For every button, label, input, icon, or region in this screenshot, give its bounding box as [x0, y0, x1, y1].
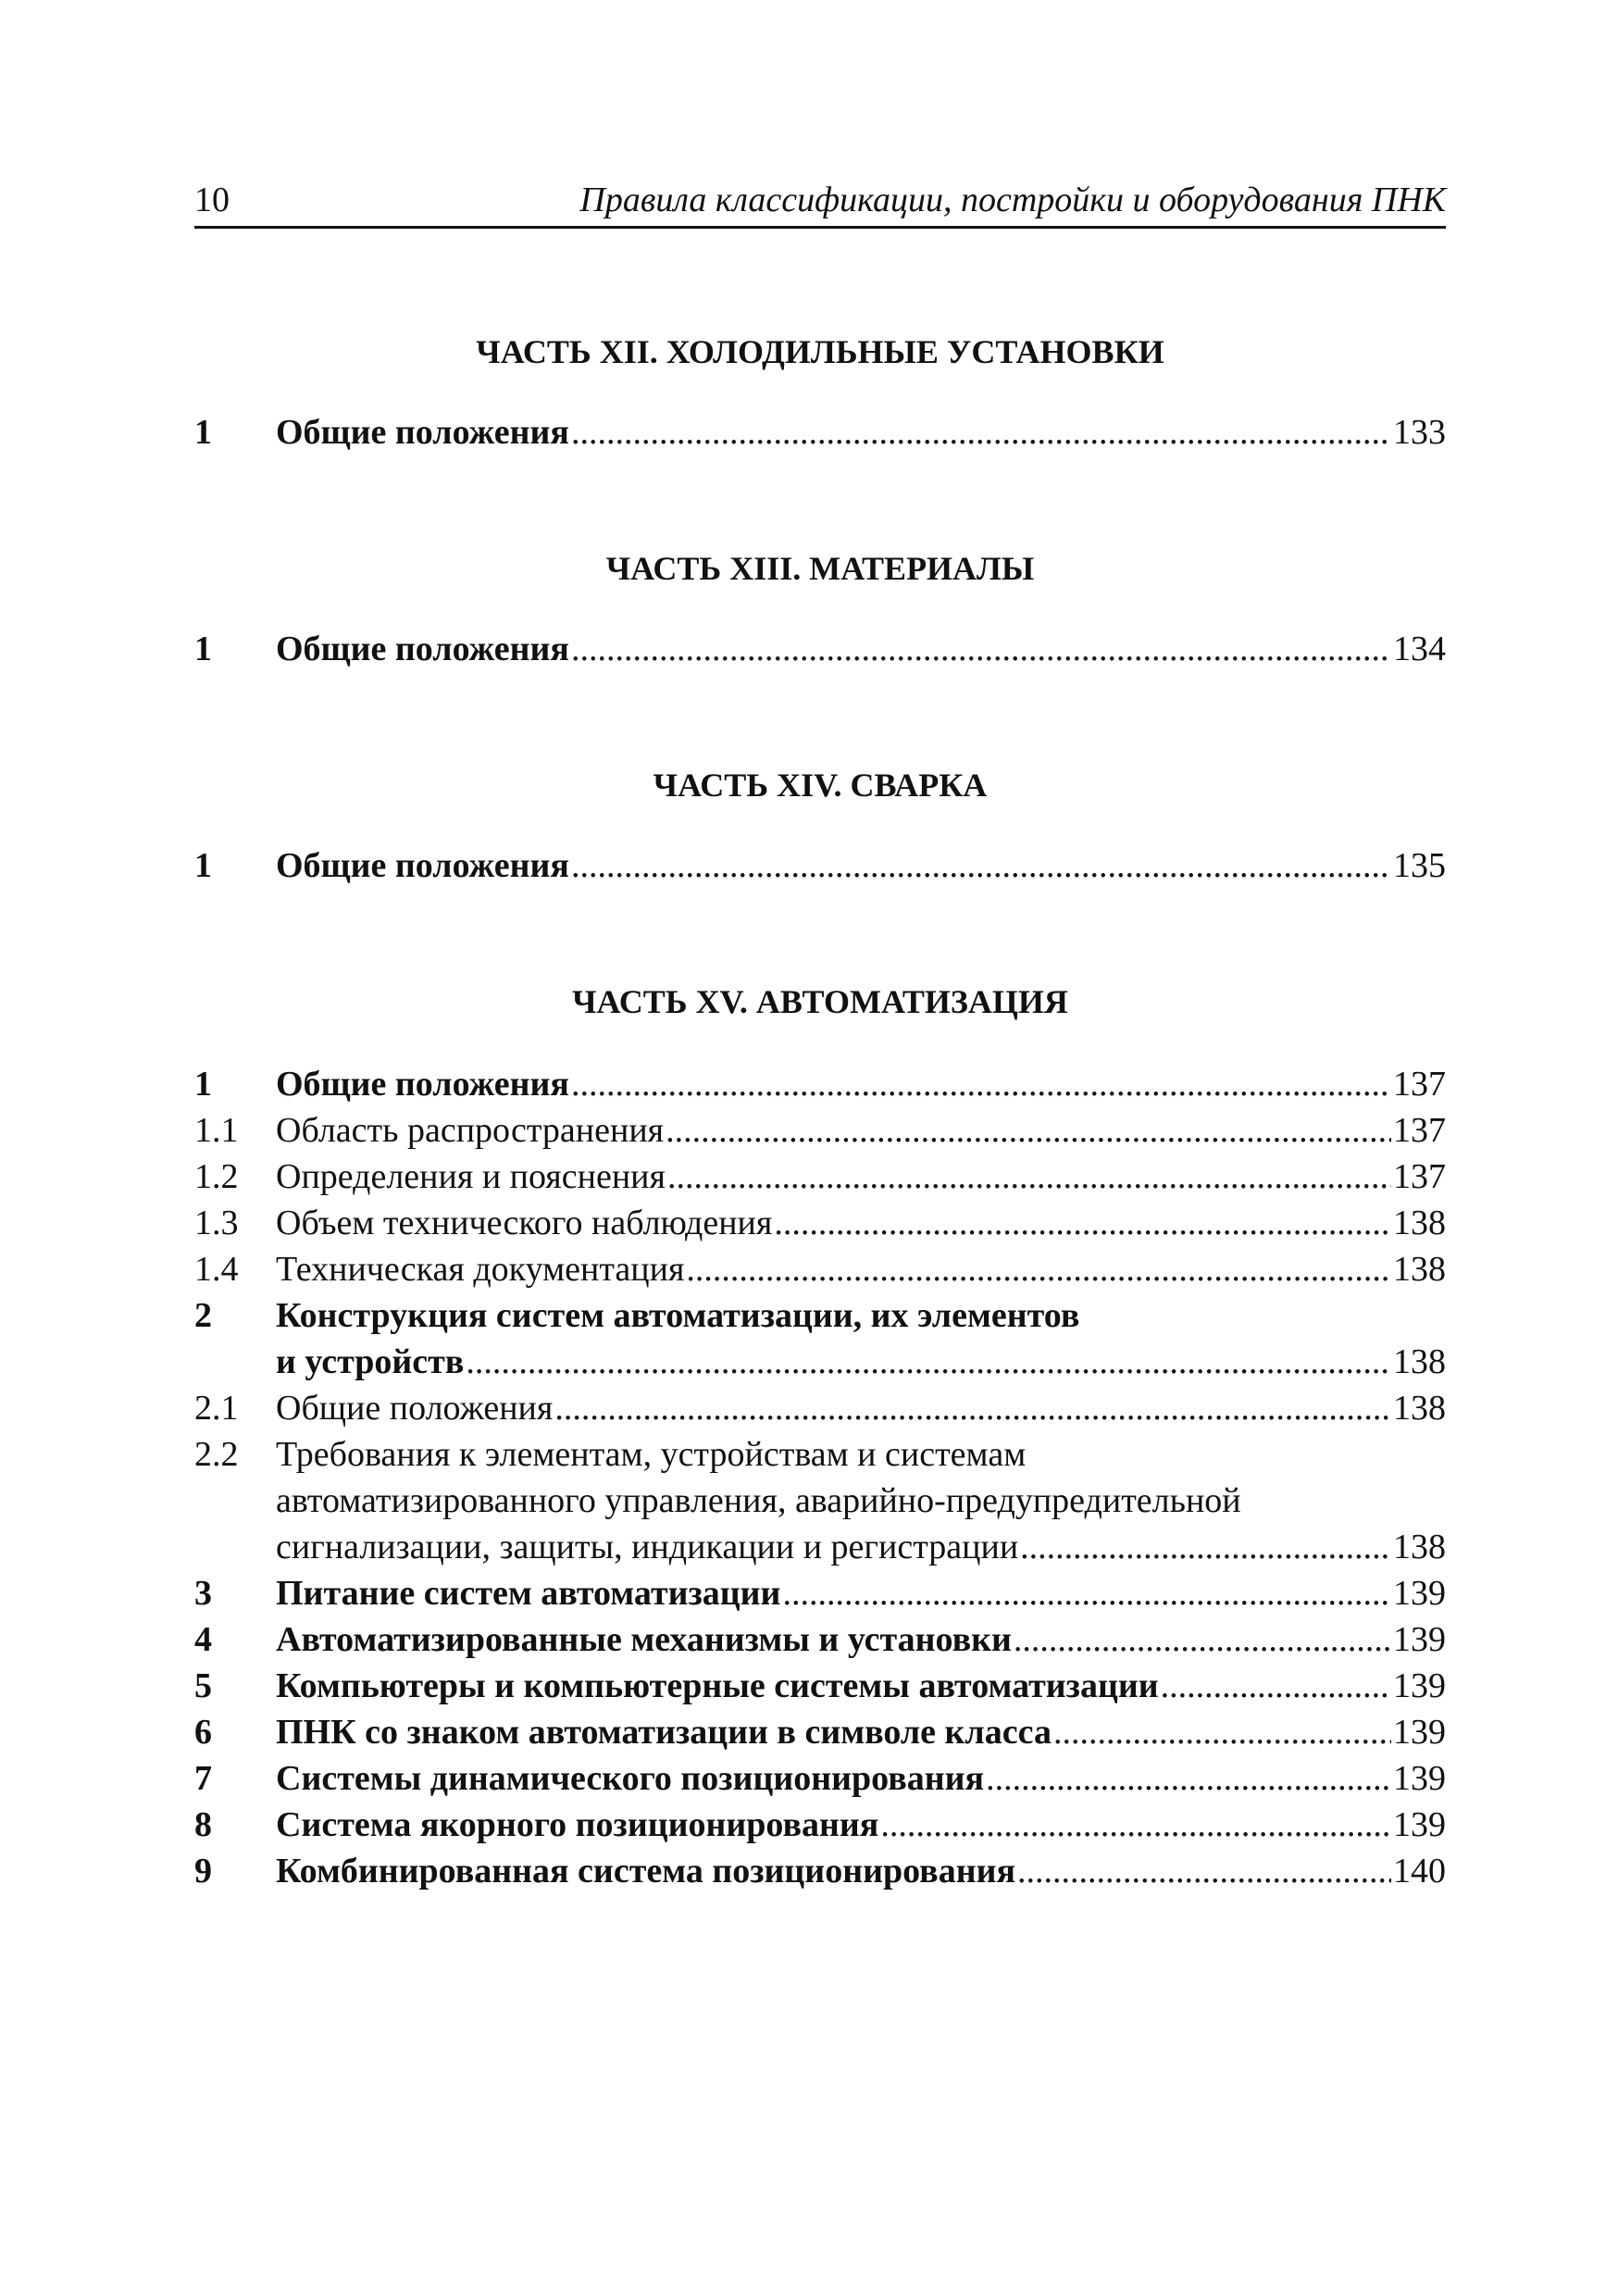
toc-entry-page: 139	[1393, 1805, 1446, 1844]
toc-entry[interactable]	[194, 1246, 1446, 1292]
toc-entry-number: 1	[194, 846, 212, 885]
toc-entry[interactable]	[194, 1200, 1446, 1246]
toc-entry-title-line2: автоматизированного управления, аварийно-предупредительной	[276, 1481, 1241, 1520]
toc-entry[interactable]	[194, 626, 1446, 672]
toc-entry-number: 6	[194, 1713, 212, 1752]
toc-entry[interactable]	[194, 1848, 1446, 1894]
toc-entry-page: 139	[1393, 1713, 1446, 1752]
part-title: ЧАСТЬ XIII. МАТЕРИАЛЫ	[605, 550, 1035, 587]
toc-entry-title: Объем технического наблюдения	[276, 1204, 773, 1242]
dot-leader	[571, 842, 1391, 889]
toc-entry-number: 4	[194, 1620, 212, 1659]
toc-entry[interactable]	[194, 1709, 1446, 1755]
toc-entry-page: 135	[1393, 846, 1446, 885]
toc-entry-title-line1: Конструкция систем автоматизации, их элементов	[276, 1296, 1080, 1335]
toc-entry-title: ПНК со знаком автоматизации в символе класса	[276, 1713, 1052, 1752]
toc-entry-line[interactable]	[194, 1292, 1446, 1339]
dot-leader	[1014, 1616, 1391, 1663]
toc-entry-number: 1.2	[194, 1157, 239, 1196]
toc-entry-title: Системы динамического позиционирования	[276, 1759, 985, 1798]
dot-leader	[1017, 1848, 1391, 1894]
toc-entry-number: 2.1	[194, 1389, 239, 1428]
toc-entry[interactable]	[194, 1570, 1446, 1616]
toc-entry[interactable]	[194, 1616, 1446, 1663]
toc-entry-page: 137	[1393, 1111, 1446, 1150]
toc-entry[interactable]	[194, 842, 1446, 889]
toc-entry-number: 1.3	[194, 1204, 239, 1242]
dot-leader	[1053, 1709, 1391, 1755]
toc-entry-title: Общие положения	[276, 630, 569, 668]
toc-entry[interactable]	[194, 1663, 1446, 1709]
dot-leader	[466, 1339, 1391, 1385]
toc-entry[interactable]	[194, 1755, 1446, 1802]
dot-leader	[667, 1154, 1391, 1200]
toc-part-12	[194, 409, 1446, 455]
dot-leader	[782, 1570, 1391, 1616]
toc-entry-number: 1	[194, 1065, 212, 1104]
toc-entry-page: 138	[1393, 1250, 1446, 1289]
dot-leader	[1020, 1524, 1391, 1570]
toc-entry-page: 133	[1393, 413, 1446, 452]
toc-entry-page: 139	[1393, 1574, 1446, 1613]
toc-entry-title: Определения и пояснения	[276, 1157, 666, 1196]
toc-entry-title: и устройств	[276, 1342, 465, 1381]
toc-entry-title: Система якорного позиционирования	[276, 1805, 879, 1844]
toc-entry-page: 138	[1393, 1389, 1446, 1428]
toc-entry-page: 138	[1393, 1528, 1446, 1566]
toc-entry-number: 3	[194, 1574, 212, 1613]
toc-entry-line[interactable]	[194, 1431, 1446, 1478]
toc-entry-title: Питание систем автоматизации	[276, 1574, 781, 1613]
toc-entry-number: 1	[194, 630, 212, 668]
toc-entry-title: Область распространения	[276, 1111, 665, 1150]
toc-entry-number: 1.1	[194, 1111, 239, 1150]
part-title: ЧАСТЬ XII. ХОЛОДИЛЬНЫЕ УСТАНОВКИ	[476, 333, 1164, 370]
dot-leader	[774, 1200, 1391, 1246]
toc-entry-title-line1: Требования к элементам, устройствам и системам	[276, 1435, 1027, 1474]
toc-entry-number: 1.4	[194, 1250, 239, 1289]
toc-entry-title: сигнализации, защиты, индикации и регистрации	[276, 1528, 1019, 1566]
toc-entry-title: Общие положения	[276, 413, 569, 452]
dot-leader	[554, 1385, 1391, 1431]
dot-leader	[686, 1246, 1391, 1292]
toc-entry[interactable]	[194, 1107, 1446, 1154]
toc-entry-title: Общие положения	[276, 1389, 554, 1428]
part-title: ЧАСТЬ XV. АВТОМАТИЗАЦИЯ	[572, 983, 1068, 1020]
toc-part-13	[194, 626, 1446, 672]
toc-entry-page: 137	[1393, 1065, 1446, 1104]
toc-entry-page: 138	[1393, 1342, 1446, 1381]
toc-entry-number: 7	[194, 1759, 212, 1798]
toc-entry-number: 1	[194, 413, 212, 452]
toc-entry-number: 9	[194, 1852, 212, 1890]
toc-part-15	[194, 1061, 1446, 1894]
dot-leader	[571, 1061, 1391, 1107]
dot-leader	[1161, 1663, 1391, 1709]
toc-entry-title: Общие положения	[276, 1065, 569, 1104]
toc-entry-title: Автоматизированные механизмы и установки	[276, 1620, 1012, 1659]
toc-entry[interactable]	[194, 1154, 1446, 1200]
page-number: 10	[194, 181, 230, 219]
toc-entry-page: 139	[1393, 1759, 1446, 1798]
page-header	[194, 178, 1446, 229]
dot-leader	[571, 626, 1391, 672]
dot-leader	[571, 409, 1391, 455]
toc-entry-page: 139	[1393, 1666, 1446, 1705]
dot-leader	[880, 1802, 1391, 1848]
toc-entry-page: 139	[1393, 1620, 1446, 1659]
dot-leader	[666, 1107, 1391, 1154]
toc-entry[interactable]	[194, 1061, 1446, 1107]
toc-entry-number: 8	[194, 1805, 212, 1844]
toc-entry-title: Комбинированная система позиционирования	[276, 1852, 1016, 1890]
toc-part-14	[194, 842, 1446, 889]
toc-entry[interactable]	[194, 1524, 1446, 1570]
toc-entry-title: Общие положения	[276, 846, 569, 885]
toc-entry-number: 5	[194, 1666, 212, 1705]
running-title: Правила классификации, постройки и оборудования ПНК	[579, 181, 1446, 219]
toc-entry-page: 140	[1393, 1852, 1446, 1890]
toc-entry-page: 138	[1393, 1204, 1446, 1242]
toc-entry-title: Компьютеры и компьютерные системы автоматизации	[276, 1666, 1159, 1705]
toc-entry-page: 134	[1393, 630, 1446, 668]
toc-entry-line[interactable]	[194, 1478, 1446, 1524]
toc-entry[interactable]	[194, 1385, 1446, 1431]
part-title: ЧАСТЬ XIV. СВАРКА	[653, 767, 988, 804]
toc-entry[interactable]	[194, 1339, 1446, 1385]
toc-entry-title: Техническая документация	[276, 1250, 685, 1289]
toc-entry[interactable]	[194, 409, 1446, 455]
dot-leader	[986, 1755, 1391, 1802]
toc-entry-page: 137	[1393, 1157, 1446, 1196]
toc-entry-number: 2.2	[194, 1435, 239, 1474]
toc-entry[interactable]	[194, 1802, 1446, 1848]
toc-entry-number: 2	[194, 1296, 212, 1335]
